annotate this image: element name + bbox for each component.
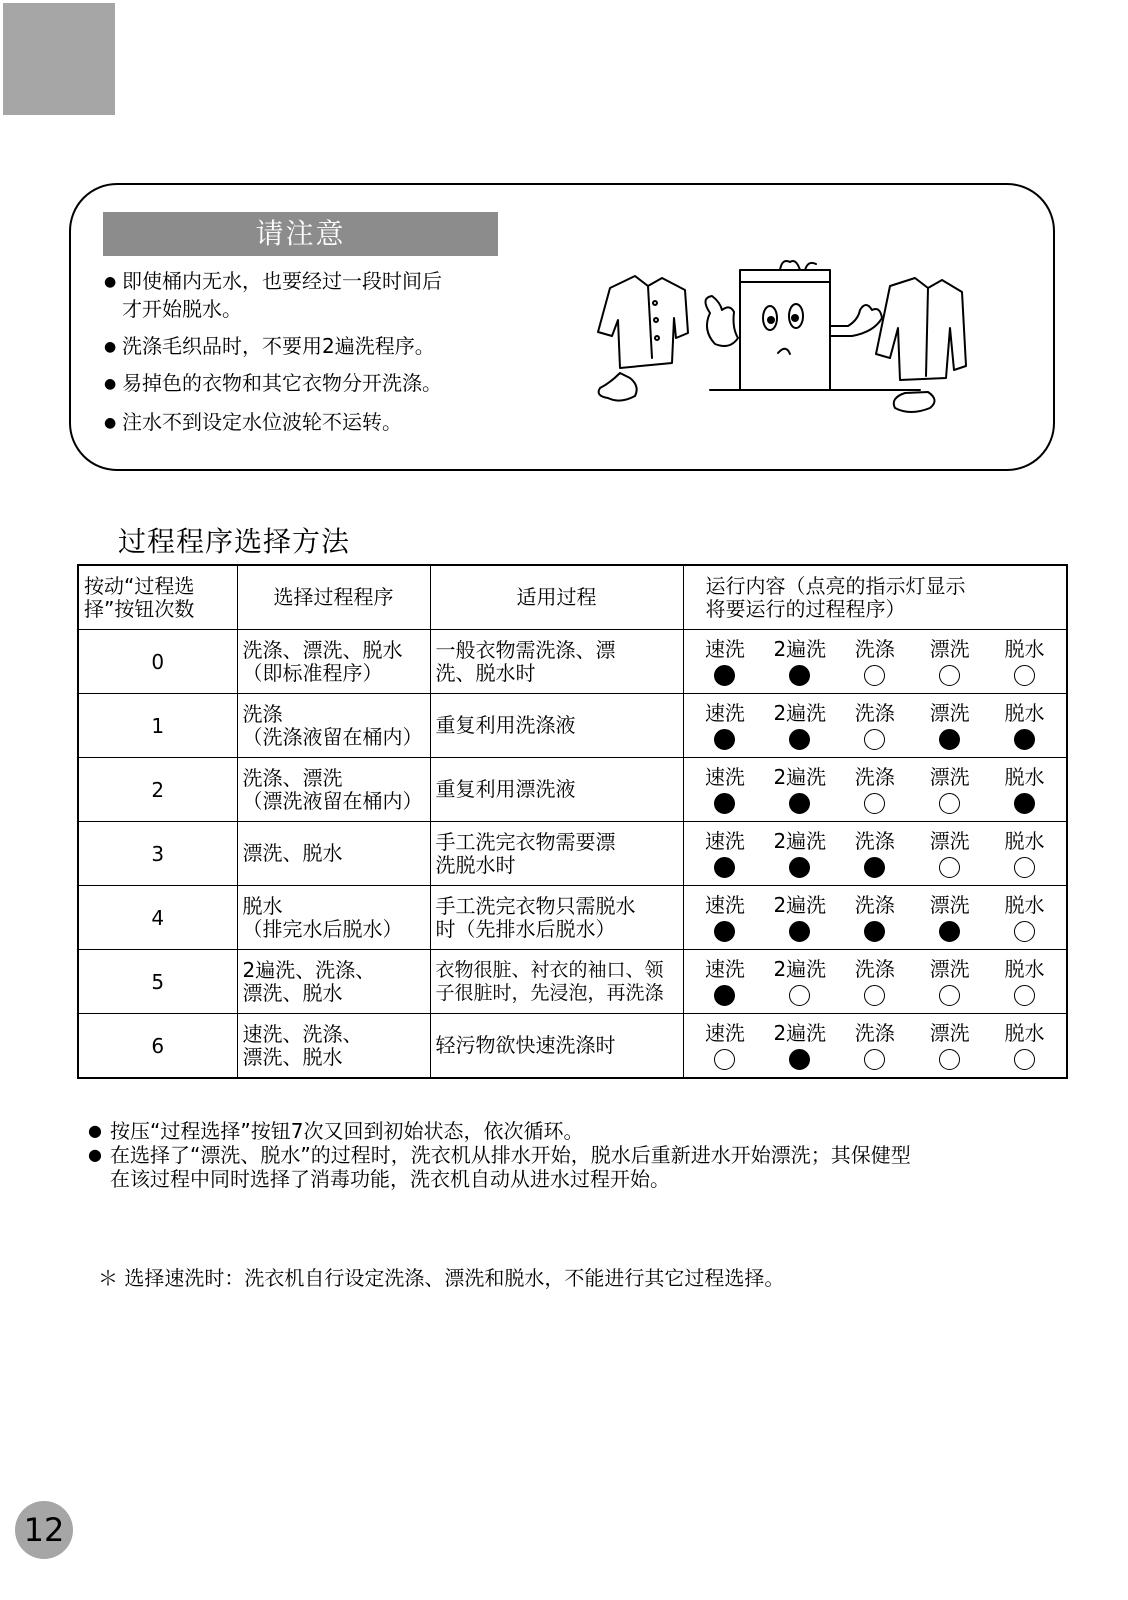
corner-tab — [3, 3, 115, 115]
indicator-cell — [683, 886, 1067, 950]
indicator-label: 洗涤 — [854, 1021, 895, 1045]
program-cell — [237, 886, 430, 950]
program-line: （漂洗液留在桶内） — [242, 788, 423, 813]
notice-item: ● 易掉色的衣物和其它衣物分开洗涤。 — [104, 370, 442, 398]
indicator-label: 洗涤 — [854, 829, 895, 853]
process-table — [77, 564, 1068, 1079]
indicator-label: 速洗 — [704, 765, 745, 789]
indicator-label: 漂洗 — [929, 765, 970, 789]
indicator — [993, 1021, 1057, 1070]
lamp-on-icon — [864, 857, 885, 878]
table-row — [78, 694, 1067, 758]
indicator — [993, 829, 1057, 878]
indicator-cell — [683, 1014, 1067, 1079]
notice-item: ● 即使桶内无水，也要经过一段时间后 才开始脱水。 — [104, 269, 442, 321]
usage-line: 手工洗完衣物只需脱水 — [435, 893, 636, 918]
lamp-off-icon — [1014, 1049, 1035, 1070]
indicator — [768, 1021, 832, 1070]
lamp-off-icon — [864, 793, 885, 814]
indicator — [693, 1021, 757, 1070]
program-cell — [237, 1014, 430, 1079]
notes — [88, 1119, 1108, 1191]
lamp-off-icon — [789, 985, 810, 1006]
program-cell — [237, 694, 430, 758]
indicator-cell — [683, 950, 1067, 1014]
indicator — [918, 957, 982, 1006]
table-row — [78, 1014, 1067, 1079]
indicator-label: 漂洗 — [929, 1021, 970, 1045]
lamp-off-icon — [939, 665, 960, 686]
table-row — [78, 758, 1067, 822]
bullet-icon: ● — [104, 415, 117, 431]
press-count-cell: 1 — [78, 694, 237, 758]
bullet-icon: ● — [88, 1121, 102, 1140]
lamp-on-icon — [864, 921, 885, 942]
indicator-label: 脱水 — [1004, 701, 1045, 725]
usage-line: 洗脱水时 — [435, 852, 516, 877]
indicator-label: 2遍洗 — [773, 957, 827, 981]
indicator-label: 漂洗 — [929, 637, 970, 661]
program-line: 漂洗、脱水 — [242, 841, 343, 865]
lamp-off-icon — [939, 857, 960, 878]
indicator-label: 脱水 — [1004, 957, 1045, 981]
indicator — [918, 1021, 982, 1070]
lamp-off-icon — [939, 793, 960, 814]
notice-item: ● 注水不到设定水位波轮不运转。 — [104, 409, 402, 437]
usage-cell — [430, 950, 683, 1014]
indicator-label: 洗涤 — [854, 957, 895, 981]
table-row — [78, 822, 1067, 886]
program-line: （即标准程序） — [242, 660, 383, 685]
usage-cell — [430, 1014, 683, 1079]
indicator — [768, 701, 832, 750]
indicator-label: 洗涤 — [854, 701, 895, 725]
indicator — [843, 893, 907, 942]
lamp-on-icon — [714, 985, 735, 1006]
indicator — [993, 637, 1057, 686]
indicator — [768, 957, 832, 1006]
press-count-cell: 2 — [78, 758, 237, 822]
usage-cell — [430, 758, 683, 822]
lamp-on-icon — [789, 793, 810, 814]
usage-line: 子很脏时，先浸泡，再洗涤 — [435, 981, 664, 1004]
header-content: 运行内容（点亮的指示灯显示 将要运行的过程程序） — [683, 565, 1067, 630]
indicator-label: 2遍洗 — [773, 1021, 827, 1045]
program-cell — [237, 950, 430, 1014]
washing-machine-cartoon-illustration — [590, 258, 970, 428]
program-cell — [237, 630, 430, 694]
indicator-label: 速洗 — [704, 637, 745, 661]
indicator — [768, 765, 832, 814]
lamp-on-icon — [714, 665, 735, 686]
lamp-on-icon — [789, 729, 810, 750]
lamp-off-icon — [1014, 665, 1035, 686]
notice-item: ● 洗涤毛织品时，不要用2遍洗程序。 — [104, 333, 435, 361]
indicator — [843, 957, 907, 1006]
indicator-label: 洗涤 — [854, 893, 895, 917]
indicator — [768, 637, 832, 686]
lamp-on-icon — [939, 921, 960, 942]
press-count-cell: 0 — [78, 630, 237, 694]
hand-icon — [830, 305, 882, 336]
indicator-label: 漂洗 — [929, 829, 970, 853]
usage-line: 洗、脱水时 — [435, 660, 536, 685]
program-line: （排完水后脱水） — [242, 916, 403, 941]
press-count-cell: 3 — [78, 822, 237, 886]
indicator-group — [684, 637, 1067, 686]
indicator-cell — [683, 758, 1067, 822]
bullet-icon: ● — [104, 274, 117, 290]
notice-item-continuation: 才开始脱水。 — [122, 297, 242, 321]
lamp-on-icon — [789, 921, 810, 942]
indicator-label: 脱水 — [1004, 1021, 1045, 1045]
usage-line: 时（先排水后脱水） — [435, 916, 616, 941]
lamp-off-icon — [939, 985, 960, 1006]
indicator-label: 漂洗 — [929, 893, 970, 917]
bullet-icon: ● — [104, 376, 117, 392]
indicator — [693, 829, 757, 878]
usage-line: 轻污物欲快速洗涤时 — [435, 1033, 616, 1057]
program-line: 洗涤、漂洗 — [242, 765, 343, 790]
lamp-on-icon — [939, 729, 960, 750]
indicator — [918, 829, 982, 878]
indicator-label: 2遍洗 — [773, 893, 827, 917]
lamp-on-icon — [789, 1049, 810, 1070]
lamp-off-icon — [714, 1049, 735, 1070]
indicator-label: 漂洗 — [929, 701, 970, 725]
hand-icon — [705, 296, 738, 346]
lamp-off-icon — [1014, 921, 1035, 942]
indicator-cell — [683, 694, 1067, 758]
indicator — [843, 829, 907, 878]
program-line: 洗涤、漂洗、脱水 — [242, 637, 403, 662]
indicator — [693, 637, 757, 686]
page-number: 12 — [15, 1501, 73, 1559]
shirt-icon — [876, 278, 966, 412]
usage-line: 重复利用漂洗液 — [435, 777, 576, 801]
indicator-label: 2遍洗 — [773, 637, 827, 661]
lamp-off-icon — [864, 1049, 885, 1070]
indicator-label: 洗涤 — [854, 765, 895, 789]
header-usage: 适用过程 — [430, 565, 683, 630]
lamp-off-icon — [1014, 857, 1035, 878]
indicator-label: 速洗 — [704, 893, 745, 917]
indicator-group — [684, 701, 1067, 750]
indicator — [693, 957, 757, 1006]
indicator — [918, 893, 982, 942]
indicator-label: 速洗 — [704, 957, 745, 981]
lamp-off-icon — [939, 1049, 960, 1070]
lamp-off-icon — [864, 729, 885, 750]
indicator-group — [684, 765, 1067, 814]
program-cell — [237, 822, 430, 886]
indicator — [918, 765, 982, 814]
indicator-label: 洗涤 — [854, 637, 895, 661]
lamp-on-icon — [1014, 793, 1035, 814]
lamp-off-icon — [864, 665, 885, 686]
indicator-label: 2遍洗 — [773, 765, 827, 789]
indicator — [768, 829, 832, 878]
program-line: 脱水 — [242, 893, 283, 918]
program-line: 漂洗、脱水 — [242, 980, 343, 1005]
usage-line: 手工洗完衣物需要漂 — [435, 829, 616, 854]
table-header-row — [78, 565, 1067, 630]
indicator — [993, 957, 1057, 1006]
indicator-cell — [683, 822, 1067, 886]
lamp-on-icon — [789, 665, 810, 686]
lamp-on-icon — [714, 921, 735, 942]
indicator-group — [684, 957, 1067, 1006]
notice-title: 请注意 — [103, 212, 498, 256]
bullet-icon: ● — [88, 1145, 102, 1164]
usage-line: 衣物很脏、衬衣的袖口、领 — [435, 958, 664, 981]
usage-cell — [430, 822, 683, 886]
press-count-cell: 4 — [78, 886, 237, 950]
indicator-cell — [683, 630, 1067, 694]
indicator — [843, 637, 907, 686]
press-count-cell: 6 — [78, 1014, 237, 1079]
usage-line: 重复利用洗涤液 — [435, 713, 576, 737]
lamp-off-icon — [864, 985, 885, 1006]
indicator — [843, 1021, 907, 1070]
note-item: ● 按压“过程选择”按钮7次又回到初始状态，依次循环。 — [88, 1119, 584, 1143]
indicator-label: 2遍洗 — [773, 829, 827, 853]
indicator — [768, 893, 832, 942]
header-press-count: 按动“过程选 择”按钮次数 — [78, 565, 237, 630]
usage-cell — [430, 694, 683, 758]
indicator-label: 脱水 — [1004, 765, 1045, 789]
indicator-group — [684, 1021, 1067, 1070]
lamp-on-icon — [714, 793, 735, 814]
header-program: 选择过程程序 — [237, 565, 430, 630]
indicator — [993, 893, 1057, 942]
quick-wash-note: ＊ 选择速洗时：洗衣机自行设定洗涤、漂洗和脱水，不能进行其它过程选择。 — [98, 1266, 785, 1290]
program-line: 漂洗、脱水 — [242, 1044, 343, 1069]
usage-line: 一般衣物需洗涤、漂 — [435, 637, 616, 662]
faded-shirt-icon — [598, 276, 688, 401]
indicator — [918, 701, 982, 750]
usage-cell — [430, 886, 683, 950]
program-line: 2遍洗、洗涤、 — [242, 957, 376, 982]
indicator — [918, 637, 982, 686]
program-line: 洗涤 — [242, 701, 283, 726]
indicator-label: 速洗 — [704, 1021, 745, 1045]
lamp-on-icon — [714, 857, 735, 878]
indicator-label: 速洗 — [704, 701, 745, 725]
lamp-on-icon — [1014, 729, 1035, 750]
usage-cell — [430, 630, 683, 694]
lamp-on-icon — [789, 857, 810, 878]
indicator — [693, 701, 757, 750]
indicator-label: 速洗 — [704, 829, 745, 853]
washing-machine-icon — [710, 261, 920, 390]
table-row — [78, 630, 1067, 694]
press-count-cell: 5 — [78, 950, 237, 1014]
section-title: 过程程序选择方法 — [118, 525, 351, 558]
indicator — [843, 701, 907, 750]
indicator-label: 脱水 — [1004, 637, 1045, 661]
note-item: ● 在选择了“漂洗、脱水”的过程时，洗衣机从排水开始，脱水后重新进水开始漂洗；其保健型 在该过程中同时选择了消毒功能，洗衣机自动从进水过程开始。 — [88, 1143, 911, 1191]
lamp-on-icon — [714, 729, 735, 750]
indicator — [843, 765, 907, 814]
indicator-group — [684, 893, 1067, 942]
indicator — [993, 765, 1057, 814]
indicator-group — [684, 829, 1067, 878]
indicator-label: 漂洗 — [929, 957, 970, 981]
program-line: 速洗、洗涤、 — [242, 1021, 363, 1046]
indicator-label: 2遍洗 — [773, 701, 827, 725]
indicator-label: 脱水 — [1004, 829, 1045, 853]
indicator — [993, 701, 1057, 750]
indicator-label: 脱水 — [1004, 893, 1045, 917]
indicator — [693, 893, 757, 942]
program-line: （洗涤液留在桶内） — [242, 724, 423, 749]
program-cell — [237, 758, 430, 822]
table-row — [78, 950, 1067, 1014]
lamp-off-icon — [1014, 985, 1035, 1006]
table-row — [78, 886, 1067, 950]
bullet-icon: ● — [104, 339, 117, 355]
indicator — [693, 765, 757, 814]
